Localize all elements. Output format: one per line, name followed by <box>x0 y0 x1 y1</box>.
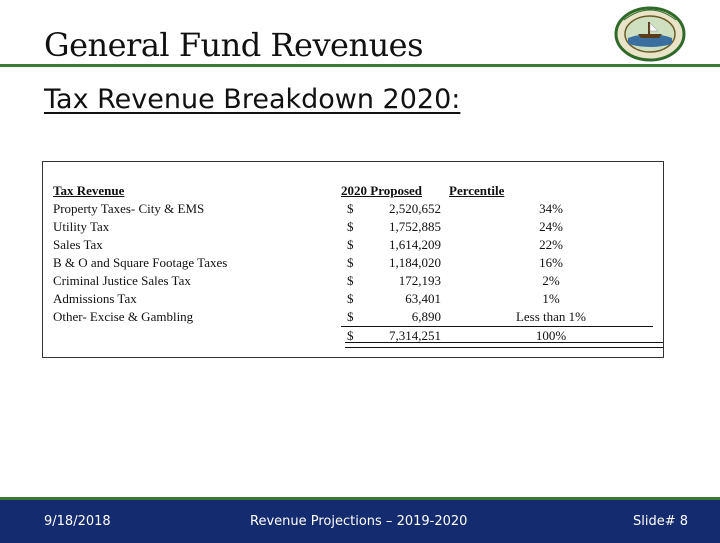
row-percent: 24% <box>539 219 563 234</box>
row-name: Sales Tax <box>53 237 103 252</box>
footer-bar <box>0 497 720 543</box>
row-name: Admissions Tax <box>53 291 137 306</box>
total-double-underline <box>345 342 663 348</box>
row-name: Utility Tax <box>53 219 110 234</box>
row-currency: $ <box>347 219 354 234</box>
row-percent: 1% <box>542 291 560 306</box>
table-row <box>53 254 653 272</box>
total-amount: 7,314,251 <box>367 327 449 346</box>
row-name: Other- Excise & Gambling <box>53 309 194 325</box>
row-currency: $ <box>347 291 354 306</box>
table-row <box>53 218 653 236</box>
row-name: B & O and Square Footage Taxes <box>53 255 228 270</box>
city-seal-logo <box>612 4 688 64</box>
footer-date: 9/18/2018 <box>44 514 111 529</box>
row-currency: $ <box>347 237 354 252</box>
table-row <box>53 272 653 290</box>
table-row <box>53 200 653 218</box>
row-amount: 172,193 <box>398 273 441 288</box>
slide-subtitle: Tax Revenue Breakdown 2020: <box>44 84 461 115</box>
row-currency: $ <box>347 201 354 216</box>
row-currency: $ <box>347 255 354 270</box>
row-currency: $ <box>347 273 354 288</box>
table-row <box>53 308 653 327</box>
row-amount: 1,614,209 <box>389 237 441 252</box>
row-name: Criminal Justice Sales Tax <box>53 273 191 288</box>
footer-title: Revenue Projections – 2019-2020 <box>250 514 468 529</box>
total-percent: 100% <box>449 327 653 346</box>
header-2020-proposed: 2020 Proposed <box>341 183 423 198</box>
row-amount: 2,520,652 <box>389 201 441 216</box>
revenue-table-frame <box>42 161 664 358</box>
row-amount: 1,752,885 <box>389 219 441 234</box>
row-percent: Less than 1% <box>515 309 587 324</box>
table-header-row <box>53 182 653 200</box>
slide-title: General Fund Revenues <box>44 26 424 64</box>
row-currency: $ <box>347 309 354 324</box>
total-label-cell <box>53 327 341 346</box>
row-amount: 1,184,020 <box>389 255 441 270</box>
tax-revenue-table <box>53 182 653 345</box>
title-divider <box>0 64 720 67</box>
footer-slide-number: Slide# 8 <box>633 514 689 529</box>
row-percent: 22% <box>539 237 563 252</box>
row-amount: 6,890 <box>411 309 441 324</box>
row-percent: 16% <box>539 255 563 270</box>
table-row <box>53 236 653 254</box>
table-row <box>53 290 653 308</box>
header-tax-revenue: Tax Revenue <box>53 183 125 198</box>
header-percentile: Percentile <box>449 183 505 198</box>
row-amount: 63,401 <box>405 291 441 306</box>
total-currency: $ <box>341 327 367 346</box>
row-name: Property Taxes- City & EMS <box>53 201 205 216</box>
row-percent: 2% <box>542 273 560 288</box>
row-percent: 34% <box>539 201 563 216</box>
